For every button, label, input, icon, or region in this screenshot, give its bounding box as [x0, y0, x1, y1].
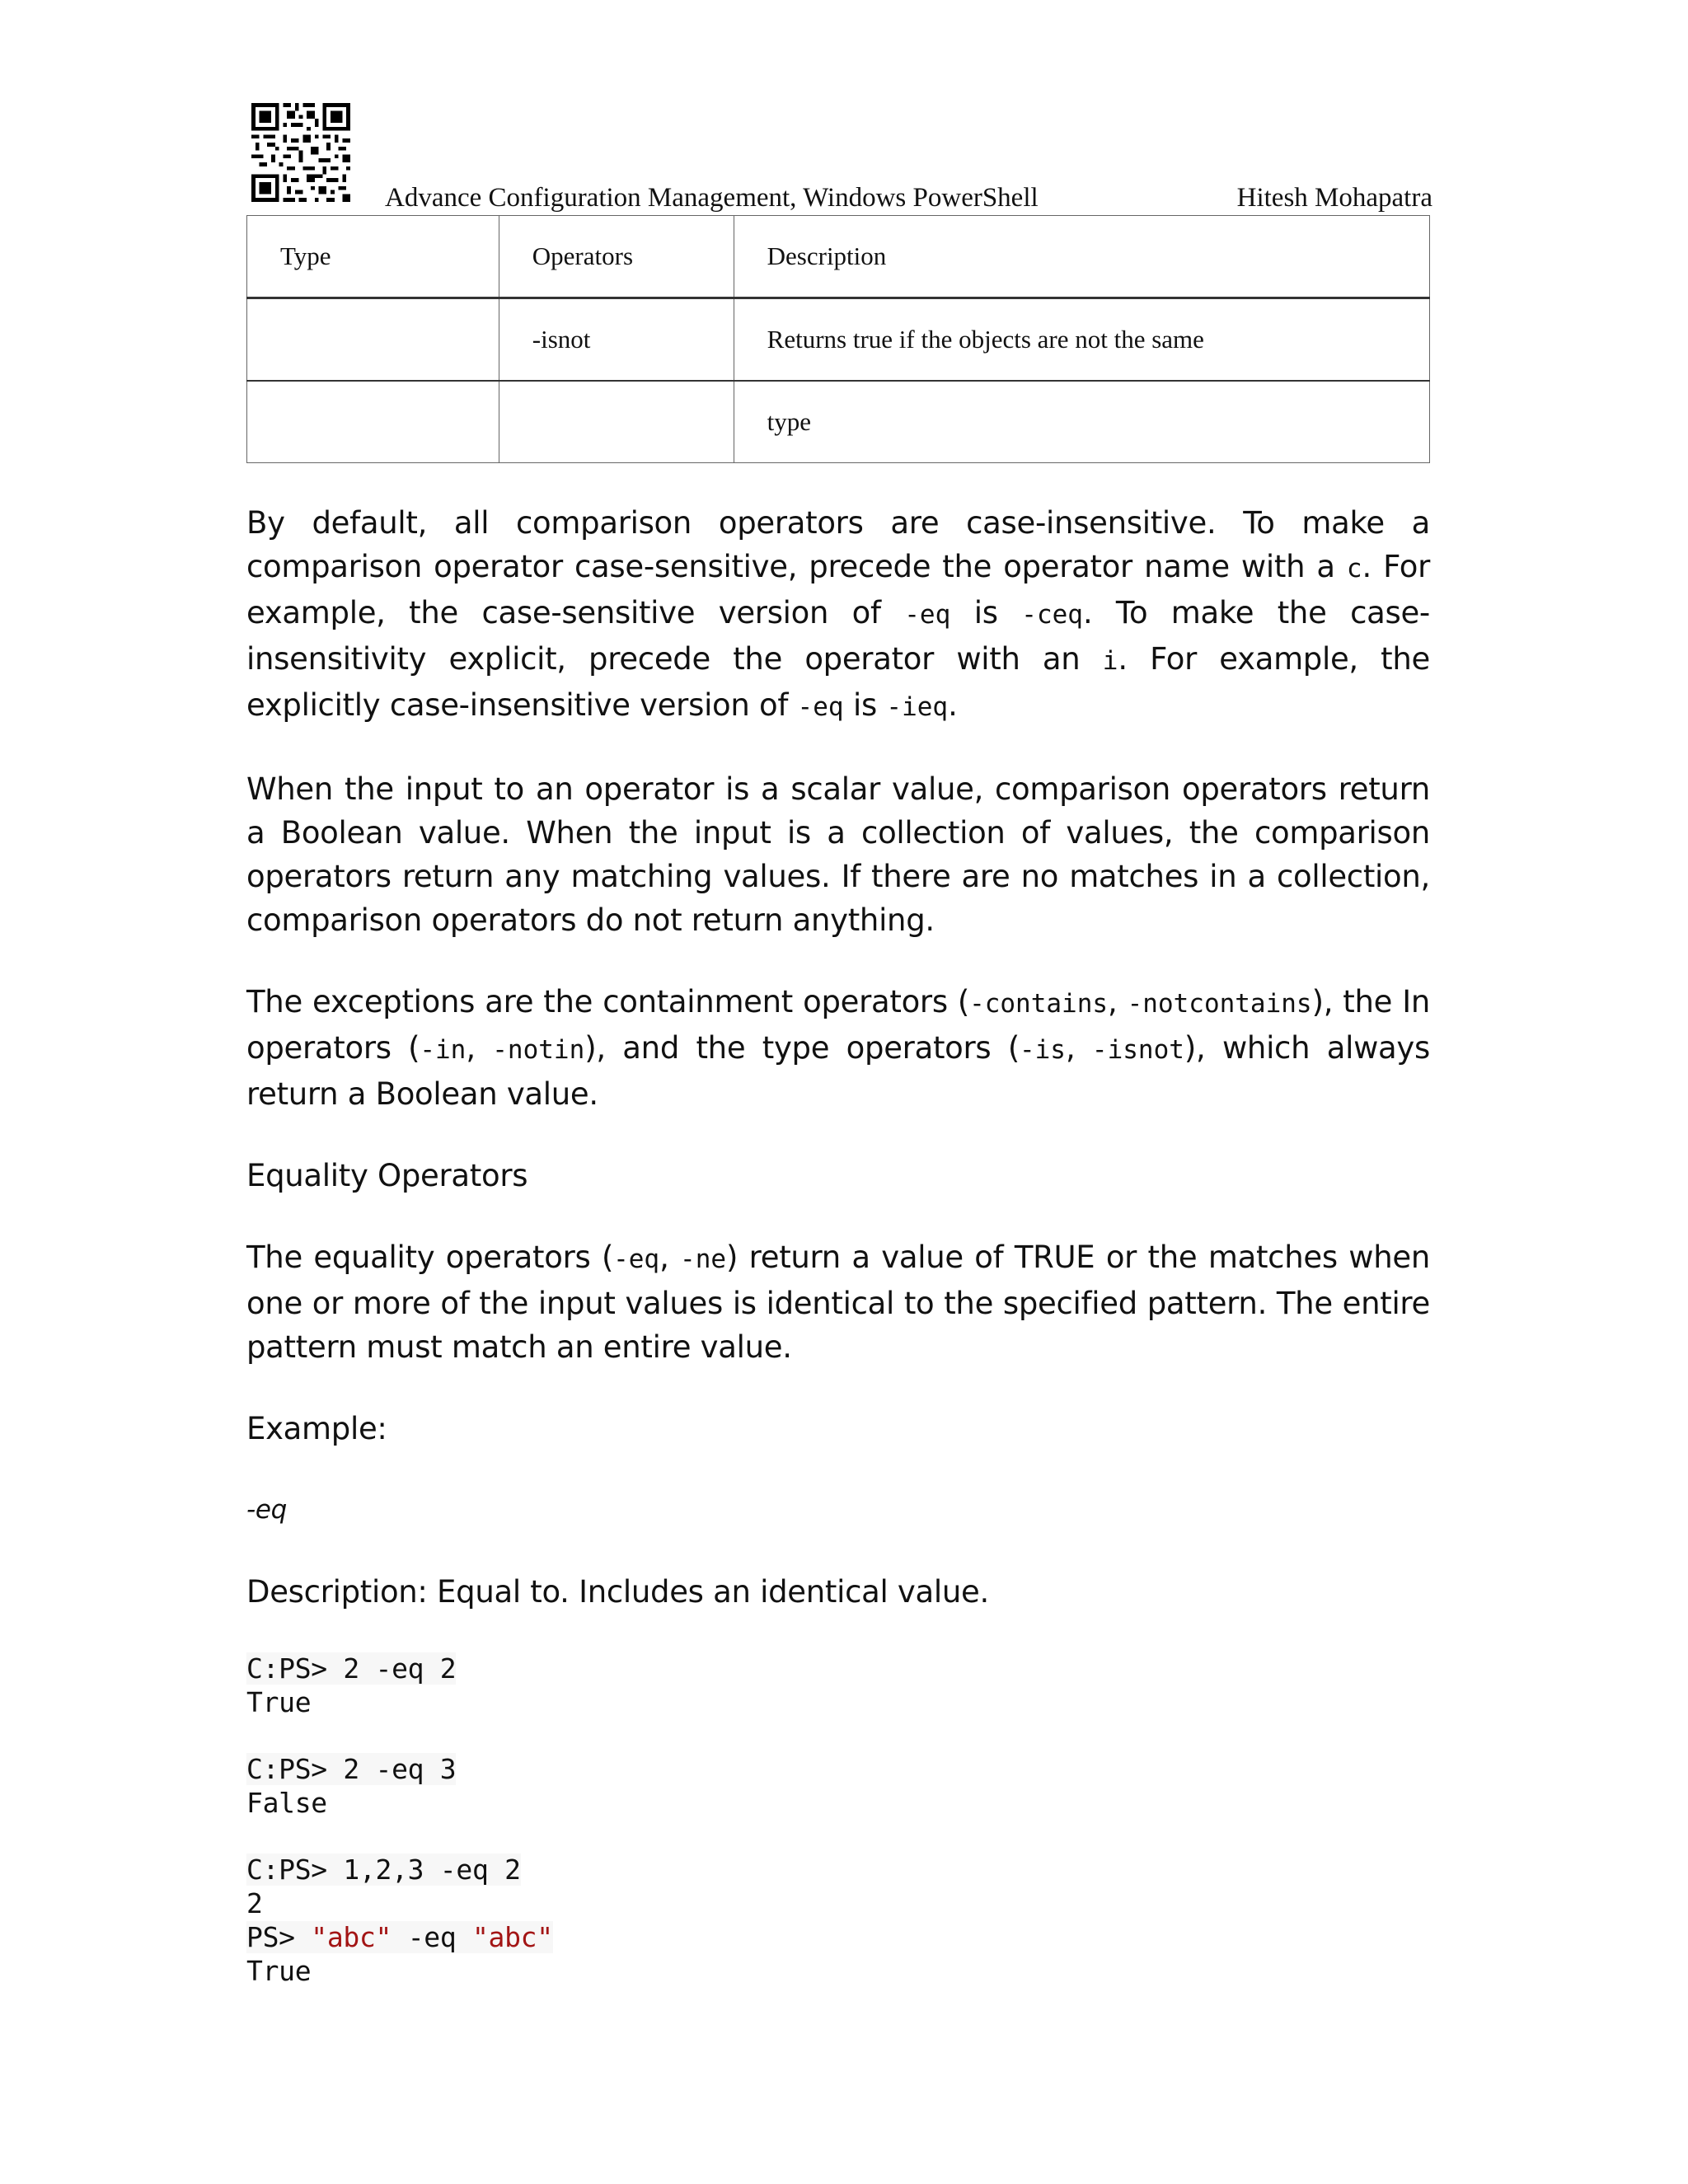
- text-run: ,: [659, 1240, 681, 1275]
- inline-code: -notin: [492, 1035, 585, 1065]
- inline-code: -is: [1019, 1035, 1066, 1065]
- inline-code: -ceq: [1021, 600, 1083, 630]
- table-header-row: [247, 216, 1430, 298]
- table-cell: type: [734, 381, 1429, 463]
- text-run: is: [950, 595, 1022, 630]
- inline-code: -contains: [969, 989, 1109, 1019]
- code-line: C:PS> 2 -eq 2: [246, 1652, 457, 1685]
- code-string: "abc": [471, 1921, 553, 1953]
- table-cell: [499, 381, 734, 463]
- text-run: is: [843, 687, 887, 723]
- text-run: ), the In operators (: [246, 984, 1430, 1066]
- exceptions-paragraph: [246, 980, 1430, 1116]
- text-run: The exceptions are the containment operators (: [246, 984, 970, 1019]
- inline-code: -notcontains: [1127, 989, 1312, 1019]
- code-example-1: [246, 1652, 1430, 1719]
- equality-paragraph: [246, 1235, 1430, 1369]
- qr-code-icon: [251, 103, 350, 202]
- text-run: ), which always return a Boolean value.: [246, 1030, 1430, 1112]
- code-output: False: [246, 1787, 327, 1819]
- document-body: [246, 501, 1430, 2021]
- inline-code: -eq: [797, 692, 844, 722]
- text-run: ), and the type operators (: [584, 1030, 1020, 1066]
- code-line: C:PS> 1,2,3 -eq 2: [246, 1854, 521, 1886]
- operator-label: -eq: [246, 1495, 288, 1525]
- text-run: The equality operators (: [246, 1240, 614, 1275]
- table-header-cell: Description: [734, 216, 1429, 298]
- text-run: ,: [466, 1030, 493, 1066]
- running-header-author: Hitesh Mohapatra: [1236, 183, 1432, 213]
- code-operator: -eq: [392, 1921, 472, 1953]
- code-output: 2: [246, 1887, 263, 1919]
- table-header-cell: Type: [247, 216, 499, 298]
- section-heading: Equality Operators: [246, 1158, 528, 1193]
- table-header-cell: Operators: [499, 216, 734, 298]
- text-run: . For example, the explicitly case-insensitive version of: [246, 641, 1430, 723]
- code-string: "abc": [311, 1921, 392, 1953]
- code-output: True: [246, 1955, 312, 1987]
- text-run: . For example, the case-sensitive version of: [246, 549, 1430, 630]
- inline-code: -ne: [680, 1244, 727, 1274]
- code-output: True: [246, 1686, 312, 1718]
- inline-code: -isnot: [1091, 1035, 1184, 1065]
- code-example-2: [246, 1752, 1430, 1820]
- inline-code: i: [1102, 646, 1118, 676]
- running-header-title: Advance Configuration Management, Windows PowerShell: [385, 183, 1039, 213]
- case-sensitivity-paragraph: [246, 501, 1430, 729]
- table-row: [247, 298, 1430, 381]
- inline-code: -ieq: [886, 692, 949, 722]
- table-cell: [247, 381, 499, 463]
- scalar-input-paragraph: When the input to an operator is a scalar value, comparison operators return a Boolean value. When the input is a collection of values, the comparison operators return any matching values. If there are no matches in a collection, comparison operators do not return anything.: [246, 771, 1430, 938]
- table-cell: [247, 298, 499, 381]
- table-cell: Returns true if the objects are not the same: [734, 298, 1429, 381]
- text-run: . To make the case-insensitivity explicit, precede the operator with an: [246, 595, 1430, 677]
- code-example-3: [246, 1853, 1430, 1988]
- code-line: C:PS> 2 -eq 3: [246, 1753, 457, 1785]
- text-run: ) return a value of TRUE or the matches when one or more of the input values is identical to the specified pattern. The entire pattern must match an entire value.: [246, 1240, 1430, 1365]
- example-label: Example:: [246, 1411, 387, 1446]
- code-prompt: PS>: [246, 1921, 312, 1953]
- text-run: .: [948, 687, 958, 723]
- table-cell: -isnot: [499, 298, 734, 381]
- inline-code: -eq: [904, 600, 951, 630]
- inline-code: -in: [420, 1035, 467, 1065]
- operators-table: [246, 215, 1430, 463]
- inline-code: c: [1346, 554, 1362, 583]
- operator-description: Description: Equal to. Includes an identical value.: [246, 1574, 989, 1610]
- text-run: ,: [1065, 1030, 1092, 1066]
- table-row: [247, 381, 1430, 463]
- inline-code: -eq: [613, 1244, 660, 1274]
- text-run: ,: [1108, 984, 1128, 1019]
- text-run: By default, all comparison operators are case-insensitive. To make a comparison operator case-sensitive, precede the operator name with a: [246, 505, 1430, 584]
